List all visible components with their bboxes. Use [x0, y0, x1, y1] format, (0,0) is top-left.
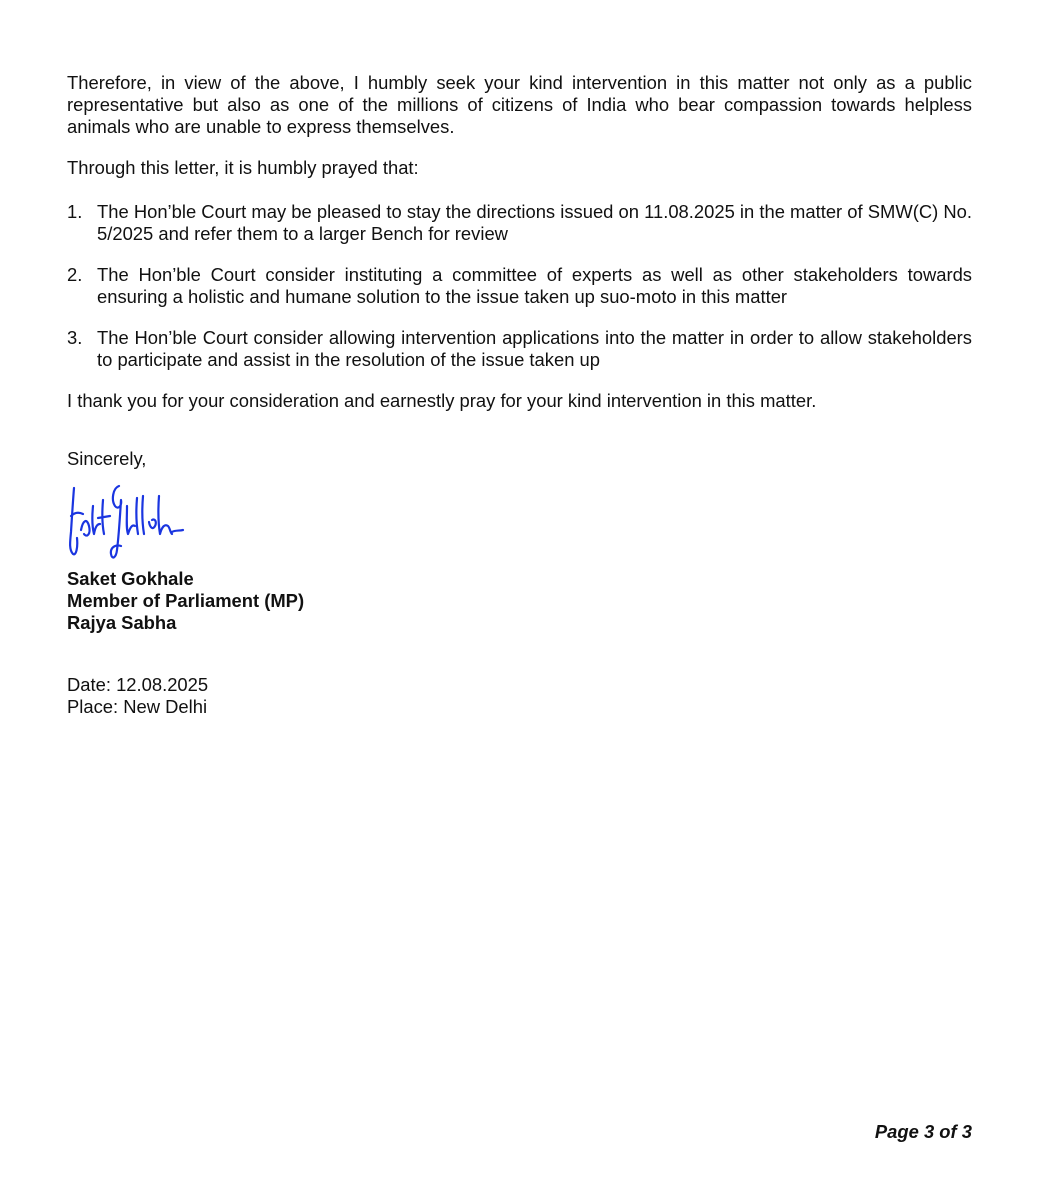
prayer-item	[67, 201, 972, 245]
prayer-item	[67, 327, 972, 371]
letter-place: Place: New Delhi	[67, 696, 208, 717]
prayer-text: The Hon’ble Court consider allowing intervention applications into the matter in order to allow stakeholders to participate and assist in the resolution of the issue taken up	[97, 327, 972, 370]
date-place-block	[67, 674, 972, 718]
letter-body	[67, 72, 972, 718]
prayer-item	[67, 264, 972, 308]
intervention-paragraph: Therefore, in view of the above, I humbly seek your kind intervention in this matter not only as a public representative but also as one of the millions of citizens of India who bear compassion towards helpless animals who are unable to express themselves.	[67, 72, 972, 137]
letter-date: Date: 12.08.2025	[67, 674, 209, 695]
thanks-paragraph: I thank you for your consideration and earnestly pray for your kind intervention in this matter.	[67, 390, 817, 411]
prayer-number: 2.	[67, 264, 83, 285]
signer-block	[67, 568, 972, 634]
closing-salutation: Sincerely,	[67, 448, 147, 469]
prayer-text: The Hon’ble Court consider instituting a committee of experts as well as other stakeholders towards ensuring a holistic and humane solution to the issue taken up suo-moto in this matter	[97, 264, 972, 307]
prayer-list	[67, 201, 972, 371]
handwritten-signature	[67, 476, 197, 568]
page-number: Page 3 of 3	[874, 1121, 972, 1142]
prayer-text: The Hon’ble Court may be pleased to stay the directions issued on 11.08.2025 in the matter of SMW(C) No. 5/2025 and refer them to a larger Bench for review	[97, 201, 972, 244]
signer-title: Member of Parliament (MP)	[67, 590, 305, 611]
signer-house: Rajya Sabha	[67, 612, 177, 633]
signer-name: Saket Gokhale	[67, 568, 194, 589]
prayer-number: 1.	[67, 201, 83, 222]
prayer-number: 3.	[67, 327, 83, 348]
prayer-intro-paragraph: Through this letter, it is humbly prayed that:	[67, 157, 419, 178]
signature-drawing	[67, 476, 197, 568]
